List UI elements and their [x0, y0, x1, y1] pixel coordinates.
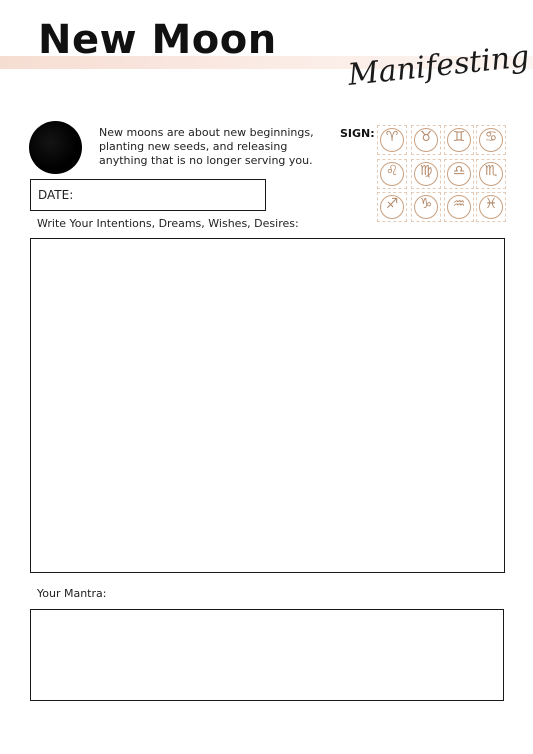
- zodiac-glyph: ♈: [385, 129, 399, 145]
- zodiac-glyph: ♉: [419, 129, 433, 145]
- new-moon-icon: [29, 121, 82, 174]
- sagittarius-icon[interactable]: [377, 192, 407, 222]
- capricorn-icon[interactable]: [411, 192, 441, 222]
- zodiac-glyph: ♑: [419, 196, 433, 212]
- leo-icon[interactable]: [377, 159, 407, 189]
- zodiac-glyph: ♏: [484, 163, 498, 179]
- intentions-box[interactable]: [30, 238, 505, 573]
- sign-label: SIGN:: [340, 127, 375, 140]
- taurus-icon[interactable]: [411, 125, 441, 155]
- virgo-icon[interactable]: [411, 159, 441, 189]
- zodiac-glyph: ♊: [452, 129, 466, 145]
- zodiac-glyph: ♓: [484, 196, 498, 212]
- gemini-icon[interactable]: [444, 125, 474, 155]
- date-field[interactable]: [30, 179, 266, 211]
- zodiac-glyph: ♋: [484, 129, 498, 145]
- zodiac-glyph: ♒: [452, 196, 466, 212]
- scorpio-icon[interactable]: [476, 159, 506, 189]
- intro-text: New moons are about new beginnings, planting new seeds, and releasing anything that is no longer serving you.: [99, 126, 314, 167]
- aries-icon[interactable]: [377, 125, 407, 155]
- intentions-label: Write Your Intentions, Dreams, Wishes, Desires:: [37, 217, 299, 230]
- date-label: DATE:: [38, 188, 74, 202]
- zodiac-glyph: ♍: [419, 163, 433, 179]
- pisces-icon[interactable]: [476, 192, 506, 222]
- zodiac-glyph: ♐: [385, 196, 399, 212]
- libra-icon[interactable]: [444, 159, 474, 189]
- zodiac-glyph: ♎: [452, 163, 466, 179]
- aquarius-icon[interactable]: [444, 192, 474, 222]
- mantra-box[interactable]: [30, 609, 504, 701]
- cancer-icon[interactable]: [476, 125, 506, 155]
- zodiac-grid: [377, 125, 507, 225]
- script-title: Manifesting: [346, 39, 531, 93]
- page-title: New Moon: [38, 17, 277, 63]
- mantra-label: Your Mantra:: [37, 587, 107, 600]
- zodiac-glyph: ♌: [385, 163, 399, 179]
